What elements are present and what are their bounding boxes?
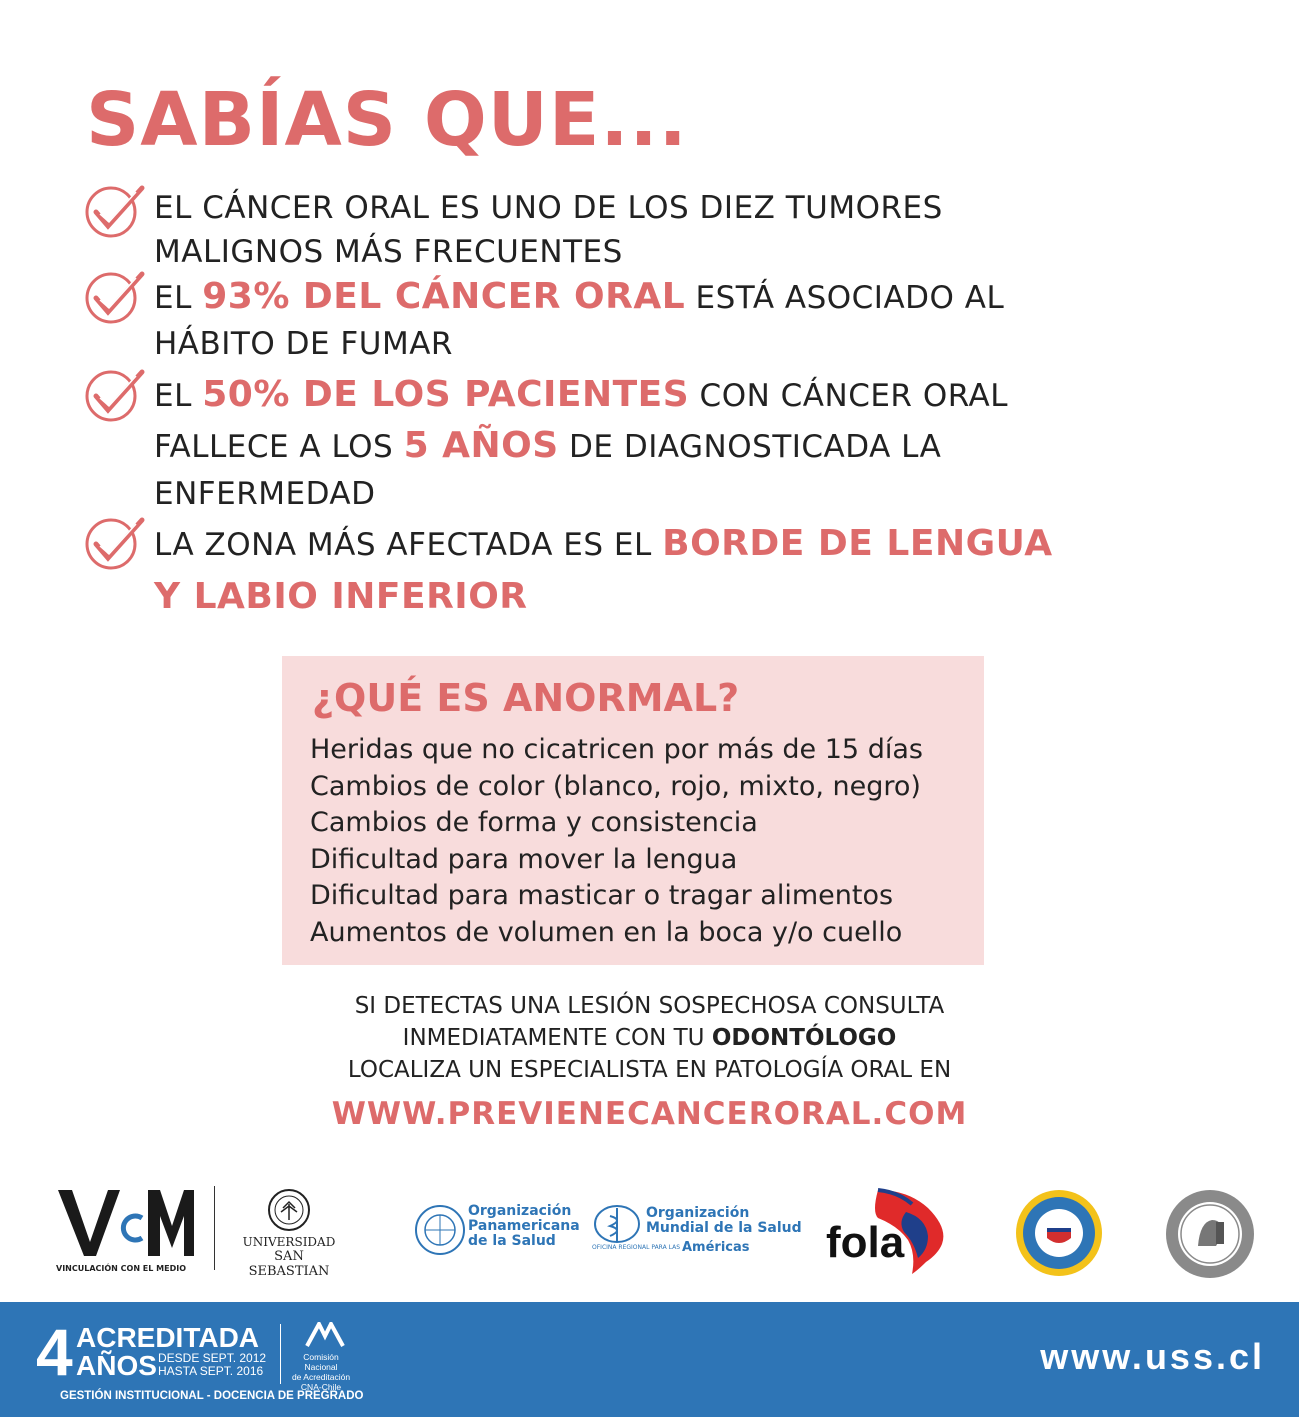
oms-line-1: Organización [646,1205,750,1221]
cna-label [288,1352,354,1392]
uss-line-2: SAN SEBASTIAN [248,1249,330,1279]
fact-1-line-1: EL CÁNCER ORAL ES UNO DE LOS DIEZ TUMORES [154,190,943,226]
oms-small: OFICINA REGIONAL PARA LAS [592,1244,681,1251]
website-link[interactable]: WWW.PREVIENECANCERORAL.COM [331,1096,968,1132]
abnormal-list [310,732,923,951]
accreditation-years-number: 4 [36,1315,73,1389]
fact-3-line-2-pre: FALLECE A LOS [154,429,404,465]
accreditation-label: ACREDITADA [76,1322,260,1353]
ops-line-3: de la Salud [468,1233,556,1249]
check-icon [84,366,146,422]
fola-text: fola [826,1218,905,1267]
vcm-caption: VINCULACIÓN CON EL MEDIO [56,1264,186,1273]
fact-3-line-2-post: DE DIAGNOSTICADA LA [558,429,942,465]
fact-2-highlight: 93% DEL CÁNCER ORAL [202,276,686,317]
abnormal-title: ¿QUÉ ES ANORMAL? [312,676,740,720]
ops-logo [414,1204,584,1264]
page-title: SABÍAS QUE... [86,77,688,163]
cta-line-2-text: INMEDIATAMENTE CON TU [402,1025,712,1051]
footer-bar [0,1302,1299,1417]
oms-logo [592,1204,802,1264]
fact-4-pre: LA ZONA MÁS AFECTADA ES EL [154,527,663,563]
ops-line-2: Panamericana [468,1218,580,1234]
uss-logo [234,1188,344,1279]
accreditation-to: HASTA SEPT. 2016 [158,1364,264,1378]
fact-3-highlight: 50% DE LOS PACIENTES [202,374,690,415]
cta-line-3: LOCALIZA UN ESPECIALISTA EN PATOLOGÍA ORAL EN [347,1057,952,1083]
fact-2-line-2: HÁBITO DE FUMAR [154,326,453,362]
vcm-logo-mark [56,1186,196,1258]
check-icon [84,268,146,324]
accreditation-areas: GESTIÓN INSTITUCIONAL - DOCENCIA DE PREGRADO [60,1390,364,1402]
abnormal-signs-box [282,656,984,965]
fact-3-pre: EL [154,378,203,414]
list-item: Dificultad para masticar o tragar alimentos [310,880,894,911]
list-item: Dificultad para mover la lengua [310,843,738,875]
list-item: Cambios de forma y consistencia [310,807,758,838]
list-item: Heridas que no cicatricen por más de 15 días [310,734,923,765]
uss-line-1: UNIVERSIDAD [242,1235,336,1249]
cna-line-3: CNA-Chile [300,1382,342,1392]
cna-line-1: Comisión Nacional [303,1352,339,1372]
fact-4-line-2-highlight: Y LABIO INFERIOR [154,576,528,617]
accreditation-period [158,1352,266,1378]
who-emblem-icon [592,1204,642,1248]
cta-odontologo: ODONTÓLOGO [711,1025,897,1051]
fola-logo [822,1186,954,1278]
list-item: Cambios de color (blanco, rojo, mixto, negro) [310,770,921,802]
footer-divider [280,1324,281,1384]
fact-2-pre: EL [154,280,203,316]
sociedad-seal-icon [1014,1188,1104,1278]
logo-divider [214,1186,215,1270]
ops-line-1: Organización [468,1203,572,1219]
uss-website-link[interactable]: www.uss.cl [1040,1336,1265,1377]
fact-2-post: ESTÁ ASOCIADO AL [685,280,1005,316]
sociedad-chile-seal [1014,1188,1104,1282]
accreditation-from: DESDE SEPT. 2012 [158,1351,267,1365]
oms-line-3: Américas [682,1240,750,1255]
cta-line-2 [0,1022,1299,1054]
fact-4-highlight: BORDE DE LENGUA [662,523,1053,564]
fact-1-line-2: MALIGNOS MÁS FRECUENTES [154,234,623,270]
cta-line-1: SI DETECTAS UNA LESIÓN SOSPECHOSA CONSULTA [354,993,945,1019]
check-icon [84,182,146,238]
cna-logo-icon [305,1322,345,1348]
list-item: Aumentos de volumen en la boca y/o cuello [310,916,903,948]
ops-globe-icon [414,1204,466,1256]
accreditation-years-label: AÑOS [76,1350,157,1381]
oms-line-2: Mundial de la Salud [646,1220,802,1236]
patologia-seal-icon [1164,1188,1256,1280]
fact-3-line-2-highlight: 5 AÑOS [403,425,559,466]
cna-line-2: de Acreditación [291,1372,351,1382]
vcm-logo [56,1186,206,1276]
fact-3-post: CON CÁNCER ORAL [689,378,1008,414]
patologia-society-seal [1164,1188,1256,1284]
partner-logos [0,1180,1299,1280]
fact-3-line-3: ENFERMEDAD [154,476,376,512]
check-icon [84,514,146,570]
uss-seal-icon [267,1188,311,1232]
call-to-action [0,990,1299,1132]
